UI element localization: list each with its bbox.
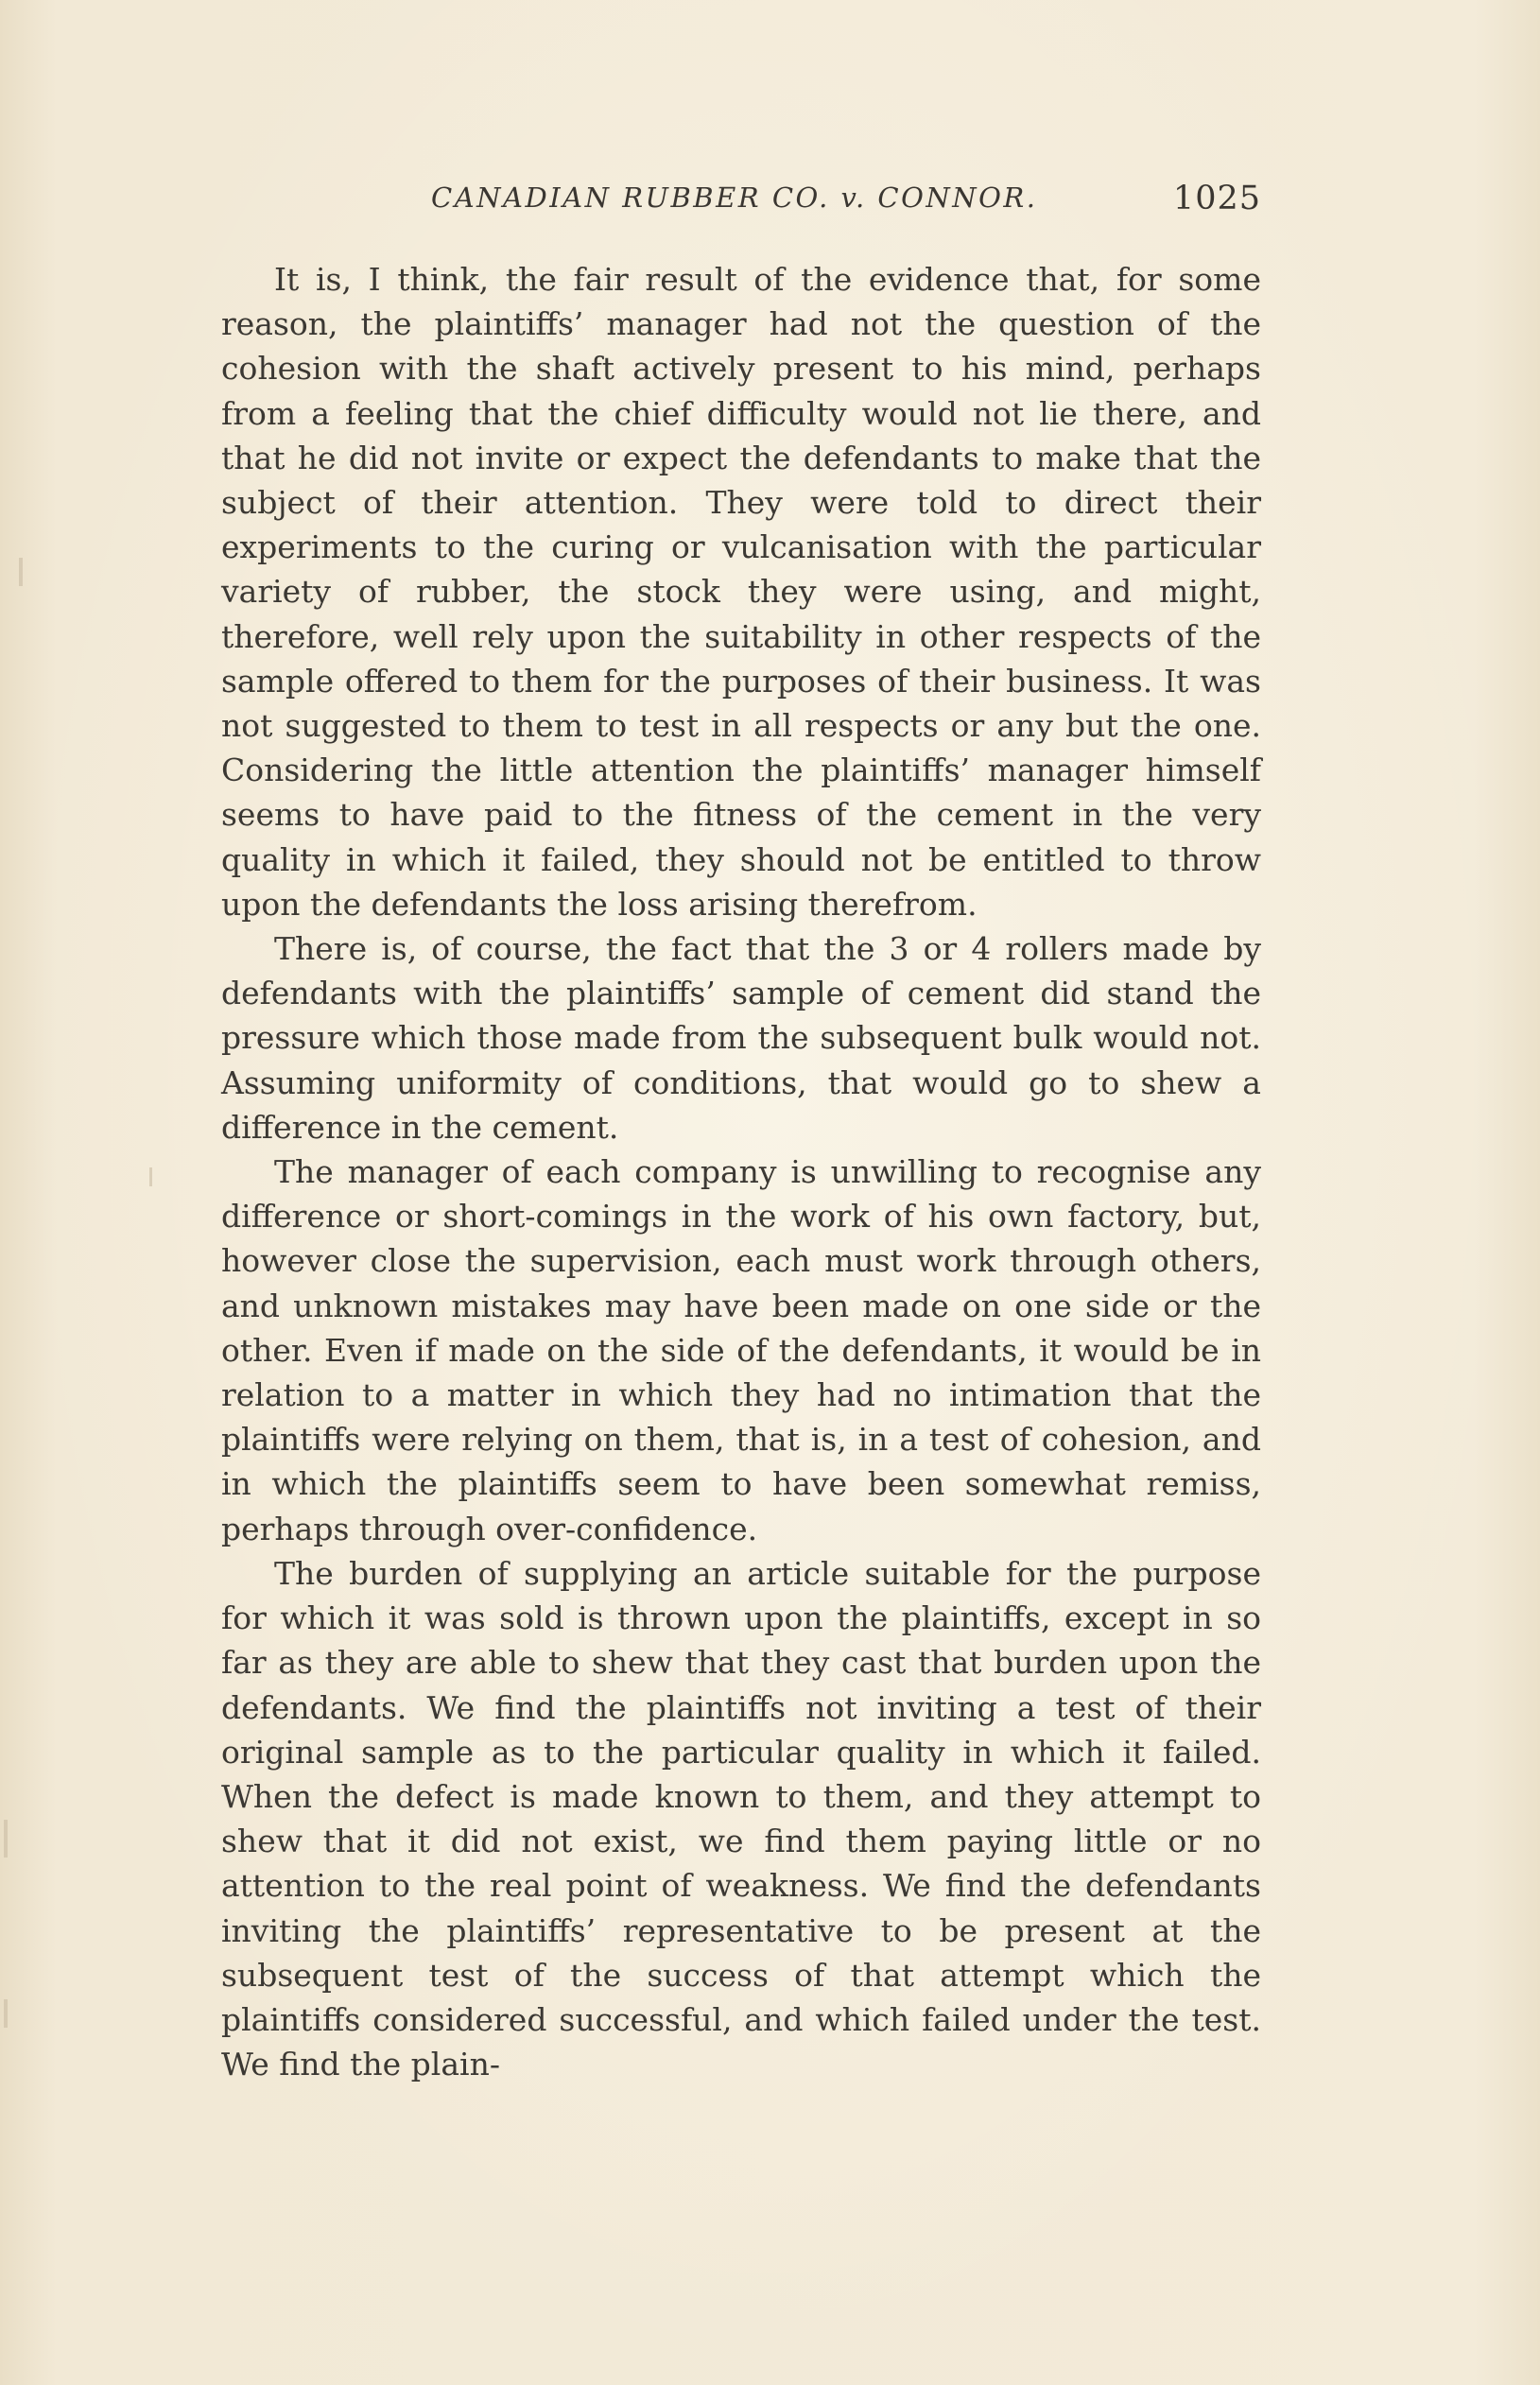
paragraph-3: The manager of each company is unwilling to recognise any difference or short-comings in the work of his own factory, but, however close the supervision, each must work through others, and unknown mistakes may have been made on one side or the other. Even if made on the side of the defendants, it would be in relation to a matter in which they had no intimation that the plaintiffs were relying on them, that is, in a test of cohesion, and in which the plaintiffs seem to have been somewhat remiss, perhaps through over-confidence.: [221, 1153, 1261, 1547]
paragraph-4: The burden of supplying an article suitable for the purpose for which it was sold is thrown upon the plaintiffs, except in so far as they are able to shew that they cast that burden upon the defendants. We find the plaintiffs not inviting a test of their original sample as to the particular quality in which it failed. When the defect is made known to them, and they attempt to shew that it did not exist, we find them paying little or no attention to the real point of weakness. We find the defendants inviting the plaintiffs’ representative to be present at the subsequent test of the success of that attempt which the plaintiffs considered successful, and which failed under the test. We find the plain-: [221, 1554, 1261, 2083]
running-head: [221, 176, 1261, 223]
paragraph-2: There is, of course, the fact that the 3 or 4 rollers made by defendants with the plaintiffs’ sample of cement did stand the pressure which those made from the subsequent bulk would not. Assuming uniformity of conditions, that would go to shew a difference in the cement.: [221, 930, 1261, 1146]
body-text: [221, 257, 1261, 2086]
margin-mark: [19, 558, 23, 586]
page-number: 1025: [1172, 180, 1261, 217]
paragraph-1: It is, I think, the fair result of the evidence that, for some reason, the plaintiffs’ manager had not the question of the cohesion with the shaft actively present to his mind, perhaps from a feeling that the chief difficulty would not lie there, and that he did not invite or expect the defendants to make that the subject of their attention. They were told to direct their experiments to the curing or vulcanisation with the particular variety of rubber, the stock they were using, and might, therefore, well rely upon the suitability in other respects of the sample offered to them for the purposes of their business. It was not suggested to them to test in all respects or any but the one. Considering the little attention the plaintiffs’ manager himself seems to have paid to the fitness of the cement in the very quality in which it failed, they should not be entitled to throw upon the defendants the loss arising therefrom.: [221, 261, 1261, 923]
margin-mark: [4, 1820, 8, 1858]
running-title: CANADIAN RUBBER CO. v. CONNOR.: [431, 181, 1038, 214]
margin-mark: [149, 1167, 152, 1186]
margin-mark: [4, 1999, 8, 2028]
